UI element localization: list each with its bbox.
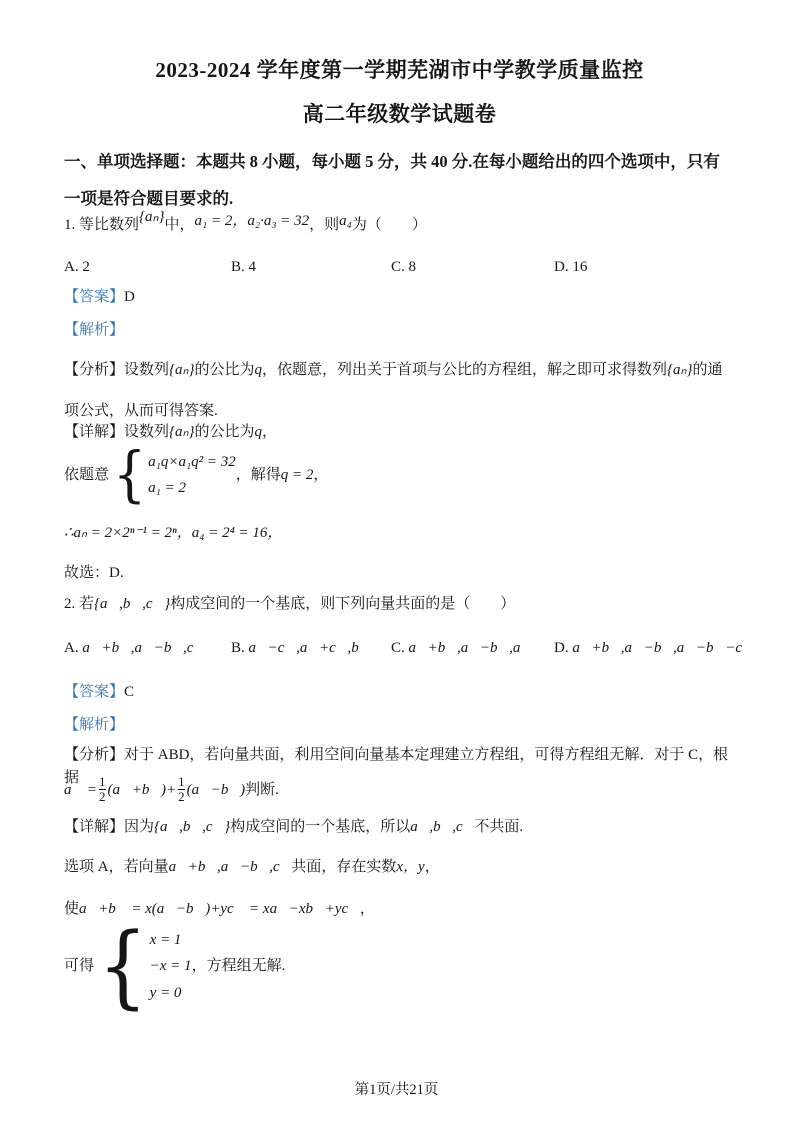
q1-detail-line bbox=[64, 421, 735, 444]
analysis-marker: 【解析】 bbox=[64, 322, 125, 338]
analysis-marker: 【解析】 bbox=[64, 717, 125, 733]
q1-given-equation: a₁ = 2，a₂·a₃ = 32 bbox=[194, 213, 310, 229]
q2-option-d-vectors: a⃗+b⃗,a⃗−b⃗,a⃗−b⃗−c⃗ bbox=[572, 640, 754, 656]
q2-option-c-vectors: a⃗+b⃗,a⃗−b⃗,a⃗ bbox=[408, 640, 533, 656]
q1-detail-text: 的公比为 bbox=[194, 424, 255, 440]
q1-answer-value: D bbox=[124, 289, 135, 305]
q1-system-equation-2: a₁ = 2 bbox=[148, 479, 186, 496]
q1-answer-line bbox=[64, 286, 735, 309]
q1-analysis-text: ，依题意，列出关于首项与公比的方程组，解之即可求得数列 bbox=[262, 362, 668, 378]
fraction-numerator: 1 bbox=[99, 774, 106, 789]
q2-option-c-label: C. bbox=[391, 640, 405, 656]
q1-option-b: B. 4 bbox=[231, 259, 257, 275]
q2-system-equation-2: −x = 1 bbox=[149, 958, 192, 975]
fraction-one-half bbox=[99, 775, 106, 803]
q1-solved-ratio: q = 2 bbox=[280, 466, 314, 483]
q1-stem-text: 1. 等比数列 bbox=[64, 217, 140, 233]
q2-option-a bbox=[64, 637, 231, 660]
fraction-denominator: 2 bbox=[99, 788, 106, 804]
q1-system-equation-1: a₁q×a₁q² = 32 bbox=[148, 453, 236, 470]
q2-detail-text: 不共面. bbox=[474, 819, 524, 835]
answer-marker: 【答案】 bbox=[64, 684, 125, 700]
fraction-numerator: 1 bbox=[178, 774, 185, 789]
q1-ratio-variable: q bbox=[254, 424, 263, 440]
fraction-one-half bbox=[178, 775, 185, 803]
section-heading: 一、单项选择题：本题共 8 小题，每小题 5 分，共 40 分.在每小题给出的四个选项中，只有一项是符合题目要求的. bbox=[64, 152, 720, 208]
q2-stem-text: 2. 若 bbox=[64, 596, 95, 612]
q2-vector-equation-line bbox=[64, 898, 735, 921]
q2-option-d-label: D. bbox=[554, 640, 569, 656]
q2-stem-text: 构成空间的一个基底，则下列向量共面的是（ ） bbox=[170, 596, 516, 612]
q1-analysis-paragraph bbox=[64, 350, 735, 432]
page-number-footer: 第1页/共21页 bbox=[354, 1082, 439, 1098]
q1-stem-text: 中， bbox=[164, 217, 195, 233]
q1-target-term: a₄ bbox=[339, 213, 352, 229]
q2-formula-tail-text: 判断. bbox=[245, 781, 279, 798]
q2-decomposition-formula bbox=[64, 776, 735, 804]
q1-option-a: A. 2 bbox=[64, 259, 90, 275]
q1-analysis-text: 的公比为 bbox=[194, 362, 255, 378]
q1-option-d: D. 16 bbox=[554, 259, 588, 275]
q2-equation-tail-text: ， bbox=[359, 901, 375, 917]
q1-analysis-text: 【分析】设数列 bbox=[64, 362, 170, 378]
q2-option-b-vectors: a⃗−c⃗,a⃗+c⃗,b⃗ bbox=[248, 640, 371, 656]
q1-ratio-variable: q bbox=[254, 362, 263, 378]
q2-answer-line bbox=[64, 681, 735, 704]
q2-option-a-vectors: a⃗+b⃗,a⃗−b⃗,c⃗ bbox=[168, 859, 292, 875]
q2-formula-term-1: (a⃗+b⃗) bbox=[107, 781, 166, 798]
q1-analysis-text: 的通项公式，从而可得答案. bbox=[64, 362, 723, 419]
q1-stem-text: ，则 bbox=[309, 217, 340, 233]
q1-choice-line: 故选：D. bbox=[64, 565, 124, 581]
q2-options bbox=[64, 637, 754, 660]
q2-option-b bbox=[231, 637, 391, 660]
q1-options bbox=[64, 256, 735, 279]
q2-system-lead-text: 可得 bbox=[64, 958, 95, 975]
q1-system-rows bbox=[148, 454, 236, 498]
page-title-line-2: 高二年级数学试题卷 bbox=[302, 102, 497, 126]
q2-discussion-text: 共面，存在实数 bbox=[291, 859, 397, 875]
q1-stem bbox=[64, 209, 735, 237]
q2-option-a-vectors: a⃗+b⃗,a⃗−b⃗,c⃗ bbox=[82, 640, 206, 656]
q2-formula-lhs: a⃗ = bbox=[64, 781, 98, 798]
q2-option-a-label: A. bbox=[64, 640, 79, 656]
answer-marker: 【答案】 bbox=[64, 289, 125, 305]
q2-system-tail-text: ，方程组无解. bbox=[191, 958, 286, 975]
q2-answer-value: C bbox=[124, 684, 135, 700]
q1-conclusion-formula: ∴aₙ = 2×2ⁿ⁻¹ = 2ⁿ，a₄ = 2⁴ = 16， bbox=[64, 525, 283, 541]
q1-detail-text: 【详解】设数列 bbox=[64, 424, 170, 440]
left-brace-glyph: { bbox=[98, 915, 148, 1019]
q2-vector-equation: a⃗+b⃗ = x(a⃗−b⃗)+yc⃗ = xa⃗−xb⃗+yc⃗ bbox=[79, 901, 360, 917]
q2-option-b-label: B. bbox=[231, 640, 245, 656]
q2-detail-text: 构成空间的一个基底，所以 bbox=[230, 819, 411, 835]
left-brace-glyph: { bbox=[113, 440, 147, 510]
q2-option-c bbox=[391, 637, 554, 660]
q2-analysis-paragraph: 【分析】对于 ABD，若向量共面，利用空间向量基本定理建立方程组，可得方程组无解．对于 C，根据 bbox=[64, 747, 729, 787]
q2-system-equation-3: y = 0 bbox=[149, 984, 182, 1001]
q2-system-equation-1: x = 1 bbox=[149, 932, 182, 949]
q1-option-c: C. 8 bbox=[391, 259, 417, 275]
q1-sequence-notation: {aₙ} bbox=[169, 424, 195, 440]
q1-stem-text: 为（ ） bbox=[351, 217, 427, 233]
q2-discussion-text: 选项 A，若向量 bbox=[64, 859, 169, 875]
q1-system-text: ，解得 bbox=[235, 466, 281, 483]
q2-equation-lead-text: 使 bbox=[64, 901, 80, 917]
plus-sign: + bbox=[166, 781, 177, 798]
q2-formula-term-2: (a⃗−b⃗) bbox=[186, 781, 246, 798]
q1-sequence-notation: {aₙ} bbox=[139, 209, 165, 225]
q2-detail-text: 【详解】因为 bbox=[64, 819, 155, 835]
q2-discussion-text: ， bbox=[424, 859, 440, 875]
q1-detail-text: ， bbox=[262, 424, 278, 440]
q2-system-rows bbox=[150, 932, 192, 1002]
q1-system-lead-text: 依题意 bbox=[64, 466, 110, 483]
q2-analysis-marker-line bbox=[64, 714, 735, 737]
q1-sequence-notation: {aₙ} bbox=[169, 362, 195, 378]
q2-detail-line bbox=[64, 816, 735, 839]
q1-analysis-marker-line bbox=[64, 319, 735, 342]
fraction-denominator: 2 bbox=[178, 788, 185, 804]
q2-basis-set: {a⃗,b⃗,c⃗} bbox=[154, 819, 231, 835]
q2-option-d bbox=[554, 637, 754, 660]
q1-equation-system bbox=[64, 440, 735, 510]
q1-system-text: ， bbox=[313, 466, 329, 483]
page-title-line-1: 2023-2024 学年度第一学期芜湖市中学教学质量监控 bbox=[155, 58, 644, 82]
q1-sequence-notation: {aₙ} bbox=[667, 362, 693, 378]
q2-equation-system bbox=[64, 915, 735, 1019]
q2-option-a-discussion bbox=[64, 856, 735, 879]
q2-basis-set: {a⃗,b⃗,c⃗} bbox=[94, 596, 171, 612]
q2-basis-vectors: a⃗,b⃗,c⃗ bbox=[410, 819, 475, 835]
q2-real-variables: x，y bbox=[396, 859, 425, 875]
q2-stem bbox=[64, 593, 735, 616]
q1-conclusion-line bbox=[64, 522, 735, 545]
